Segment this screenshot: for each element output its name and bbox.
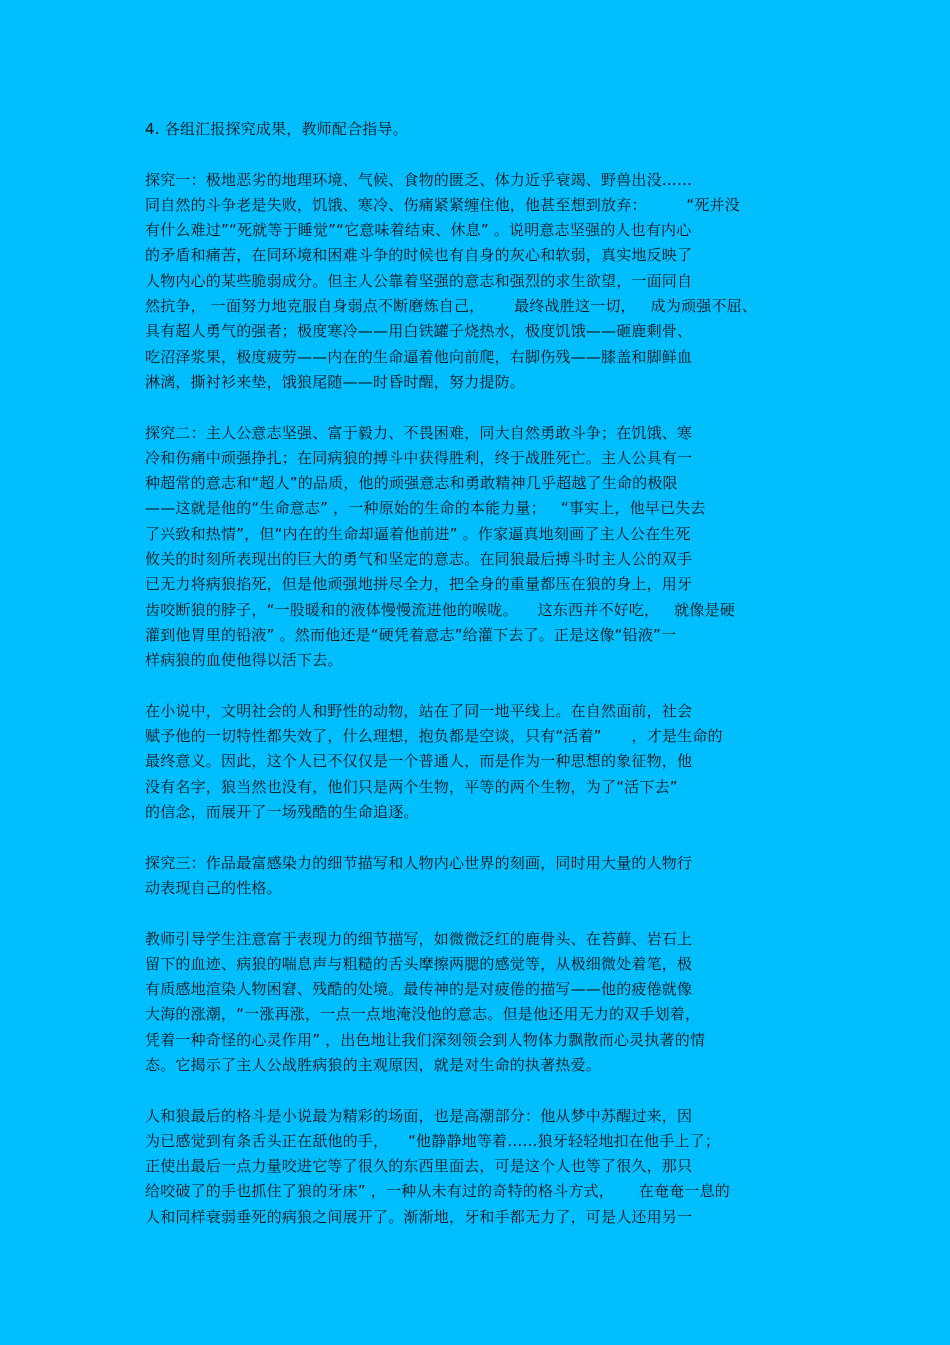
paragraph (145, 851, 810, 902)
paragraph (145, 168, 810, 396)
text-line: 齿咬断狼的脖子，“一股暖和的液体慢慢流进他的喉咙。 这东西并不好吃， 就像是硬 (145, 600, 735, 619)
text-line: 态。它揭示了主人公战胜病狼的主观原因，就是对生命的执著热爱。 (145, 1055, 602, 1074)
paragraph (145, 421, 810, 674)
text-line: 攸关的时刻所表现出的巨大的勇气和坚定的意志。在同狼最后搏斗时主人公的双手 (145, 550, 693, 569)
text-line: 吃沼泽浆果，极度疲劳——内在的生命逼着他向前爬，右脚伤残——膝盖和脚鲜血 (145, 347, 693, 366)
text-line: 的矛盾和痛苦，在同环境和困难斗争的时候也有自身的灰心和软弱，真实地反映了 (145, 246, 693, 265)
text-line: 在小说中，文明社会的人和野性的动物，站在了同一地平线上。在自然面前，社会 (145, 701, 693, 720)
text-line: 有什么难过”“死就等于睡觉”“它意味着结束、休息” 。说明意志坚强的人也有内心 (145, 221, 692, 240)
paragraph-spacer (145, 901, 810, 926)
text-line: 正使出最后一点力量咬进它等了很久的东西里面去，可是这个人也等了很久，那只 (145, 1157, 693, 1176)
text-line: 灌到他胃里的铅液” 。然而他还是“硬凭着意志”给灌下去了。正是这像“铅液”一 (145, 625, 677, 644)
paragraph-spacer (145, 825, 810, 850)
paragraph-spacer (145, 1078, 810, 1103)
text-line: 了兴致和热情”，但“内在的生命却逼着他前进” 。作家逼真地刻画了主人公在生死 (145, 524, 691, 543)
text-line: 探究三：作品最富感染力的细节描写和人物内心世界的刻画，同时用大量的人物行 (145, 853, 693, 872)
text-line: 具有超人勇气的强者；极度寒冷——用白铁罐子烧热水，极度饥饿——砸鹿剩骨、 (145, 322, 693, 341)
text-line: 给咬破了的手也抓住了狼的牙床” ，一种从未有过的奇特的格斗方式， 在奄奄一息的 (145, 1182, 730, 1201)
document-body (145, 117, 810, 1230)
text-line: 淋漓，撕衬衫来垫，饿狼尾随——时昏时醒，努力提防。 (145, 372, 526, 391)
text-line: 为已感觉到有条舌头正在舐他的手， “他静静地等着……狼牙轻轻地扣在他手上了； (145, 1131, 721, 1150)
text-line: 同自然的斗争老是失败，饥饿、寒冷、伤痛紧紧缠住他，他甚至想到放弃： “死并没 (145, 195, 740, 214)
text-line: 留下的血迹、病狼的喘息声与粗糙的舌头摩擦两腮的感觉等，从极细微处着笔，极 (145, 954, 693, 973)
paragraph (145, 1104, 810, 1230)
text-line: 已无力将病狼掐死，但是他顽强地拼尽全力，把全身的重量都压在狼的身上，用牙 (145, 575, 693, 594)
text-line: 有质感地渲染人物困窘、残酷的处境。最传神的是对疲倦的描写——他的疲倦就像 (145, 980, 693, 999)
text-line: 大海的涨潮，“一涨再涨，一点一点地淹没他的意志。但是他还用无力的双手划着， (145, 1005, 701, 1024)
text-line: 赋予他的一切特性都失效了，什么理想，抱负都是空谈，只有“活着” ，才是生命的 (145, 727, 723, 746)
text-line: 然抗争， 一面努力地克服自身弱点不断磨炼自己， 最终战胜这一切， 成为顽强不屈、 (145, 297, 758, 316)
text-line: 种超常的意志和“超人”的品质，他的顽强意志和勇敢精神几乎超越了生命的极限 (145, 474, 678, 493)
text-line: 人物内心的某些脆弱成分。但主人公靠着坚强的意志和强烈的求生欲望，一面同自 (145, 271, 693, 290)
text-line: 教师引导学生注意富于表现力的细节描写，如微微泛红的鹿骨头、在苔藓、岩石上 (145, 929, 693, 948)
text-line: 探究一：极地恶劣的地理环境、气候、食物的匮乏、体力近乎衰竭、野兽出没…… (145, 170, 693, 189)
text-line: 最终意义。因此，这个人已不仅仅是一个普通人，而是作为一种思想的象征物，他 (145, 752, 693, 771)
paragraph-spacer (145, 142, 810, 167)
text-line: 冷和伤痛中顽强挣扎；在同病狼的搏斗中获得胜利，终于战胜死亡。主人公具有一 (145, 448, 693, 467)
text-line: 人和同样衰弱垂死的病狼之间展开了。渐渐地，牙和手都无力了，可是人还用另一 (145, 1207, 693, 1226)
paragraph-spacer (145, 395, 810, 420)
paragraph (145, 117, 810, 142)
text-line: ——这就是他的“生命意志” ，一种原始的生命的本能力量； “事实上，他早已失去 (145, 499, 706, 518)
text-line: 动表现自己的性格。 (145, 878, 282, 897)
text-line: 人和狼最后的格斗是小说最为精彩的场面，也是高潮部分：他从梦中苏醒过来，因 (145, 1106, 693, 1125)
text-line: 凭着一种奇怪的心灵作用” ，出色地让我们深刻领会到人物体力飘散而心灵执著的情 (145, 1030, 706, 1049)
paragraph (145, 699, 810, 825)
paragraph-spacer (145, 674, 810, 699)
paragraph (145, 927, 810, 1079)
text-line: 没有名字，狼当然也没有，他们只是两个生物，平等的两个生物，为了“活下去” (145, 777, 678, 796)
text-line: 样病狼的血使他得以活下去。 (145, 651, 343, 670)
text-line: 探究二：主人公意志坚强、富于毅力、不畏困难，同大自然勇敢斗争；在饥饿、寒 (145, 423, 693, 442)
text-line: 的信念，而展开了一场残酷的生命追逐。 (145, 803, 419, 822)
text-line: 4. 各组汇报探究成果，教师配合指导。 (145, 120, 408, 138)
